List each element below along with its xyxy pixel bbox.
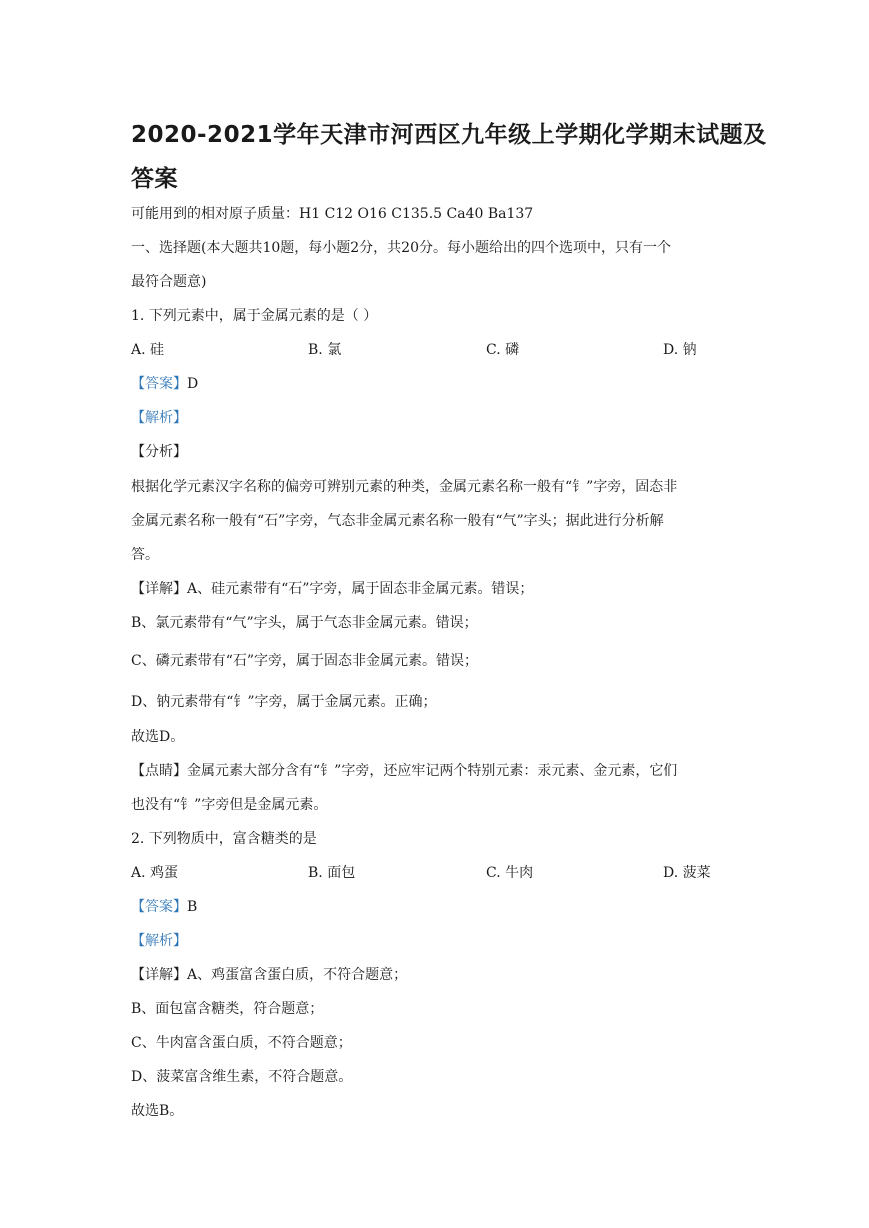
- document-title-line-2: 答案: [131, 166, 178, 192]
- detail-text: A、硅元素带有“石”字旁，属于固态非金属元素。错误；: [187, 581, 534, 597]
- q1-option-b: B. 氯: [308, 342, 342, 358]
- q1-stem: 1. 下列元素中，属于金属元素的是（ ）: [131, 308, 378, 324]
- answer-tag: 【答案】: [131, 899, 187, 915]
- q1-fenxi-line-3: 答。: [131, 547, 159, 563]
- q1-conclusion: 故选D。: [131, 729, 185, 745]
- detail-text: A、鸡蛋富含蛋白质，不符合题意；: [187, 967, 408, 983]
- q1-detail-line-4: D、钠元素带有“钅”字旁，属于金属元素。正确；: [131, 694, 437, 710]
- q1-tip-line-1: [131, 761, 677, 781]
- detail-tag: 【详解】: [131, 581, 187, 597]
- answer-value: D: [187, 376, 199, 392]
- q1-option-c: C. 磷: [486, 342, 520, 358]
- detail-tag: 【详解】: [131, 967, 187, 983]
- answer-tag: 【答案】: [131, 376, 187, 392]
- q1-option-d: D. 钠: [663, 342, 697, 358]
- q1-tip-line-2: 也没有“钅”字旁但是金属元素。: [131, 797, 328, 813]
- q1-answer: [131, 374, 198, 394]
- tip-text: 金属元素大部分含有“钅”字旁，还应牢记两个特别元素：汞元素、金元素，它们: [187, 763, 678, 779]
- q2-stem: 2. 下列物质中，富含糖类的是: [131, 831, 317, 847]
- section-heading-line-1: 一、选择题(本大题共10题，每小题2分，共20分。每小题给出的四个选项中，只有一个: [131, 240, 671, 256]
- q2-option-c: C. 牛肉: [486, 865, 534, 881]
- q2-detail-line-4: D、菠菜富含维生素，不符合题意。: [131, 1069, 353, 1085]
- q1-detail-line-2: B、氯元素带有“气”字头，属于气态非金属元素。错误；: [131, 615, 478, 631]
- q2-detail-line-3: C、牛肉富含蛋白质，不符合题意；: [131, 1035, 352, 1051]
- q1-fenxi-line-1: 根据化学元素汉字名称的偏旁可辨别元素的种类，金属元素名称一般有“钅”字旁，固态非: [131, 479, 678, 495]
- q1-fenxi-tag: 【分析】: [131, 444, 187, 460]
- q2-analysis-tag: 【解析】: [131, 933, 187, 949]
- q1-analysis-tag: 【解析】: [131, 410, 187, 426]
- q1-fenxi-line-2: 金属元素名称一般有“石”字旁，气态非金属元素名称一般有“气”字头；据此进行分析解: [131, 513, 664, 529]
- q2-conclusion: 故选B。: [131, 1103, 184, 1119]
- q1-detail-line-1: [131, 579, 533, 599]
- q1-option-a: A. 硅: [131, 342, 165, 358]
- document-title-line-1: 2020-2021学年天津市河西区九年级上学期化学期末试题及: [131, 122, 767, 148]
- q2-option-b: B. 面包: [308, 865, 356, 881]
- q2-option-a: A. 鸡蛋: [131, 865, 179, 881]
- q2-detail-line-1: [131, 965, 407, 985]
- q2-option-d: D. 菠菜: [663, 865, 711, 881]
- section-heading-line-2: 最符合题意): [131, 274, 207, 290]
- q1-detail-line-3: C、磷元素带有“石”字旁，属于固态非金属元素。错误；: [131, 653, 479, 669]
- q2-answer: [131, 897, 197, 917]
- q2-detail-line-2: B、面包富含糖类，符合题意；: [131, 1001, 324, 1017]
- answer-value: B: [187, 899, 198, 915]
- atomic-masses-note: 可能用到的相对原子质量：H1 C12 O16 C135.5 Ca40 Ba137: [131, 206, 534, 222]
- tip-tag: 【点睛】: [131, 763, 187, 779]
